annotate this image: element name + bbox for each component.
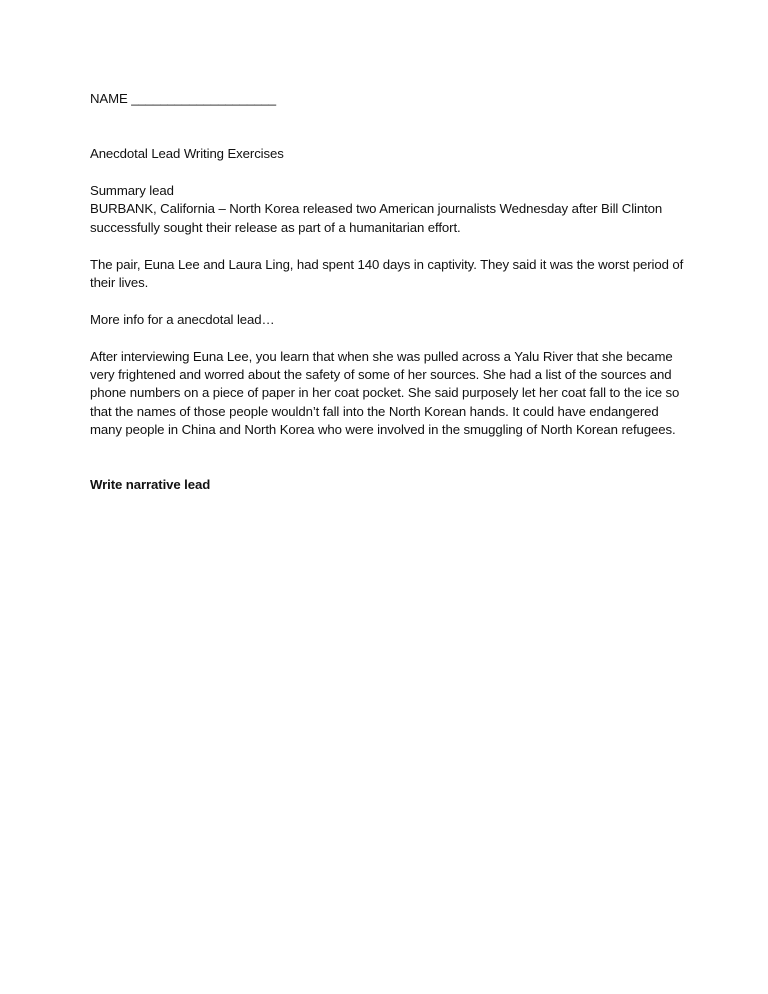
- name-field-label: NAME ____________________: [90, 91, 276, 106]
- interview-paragraph: After interviewing Euna Lee, you learn that when she was pulled across a Yalu River that she became very frightened and worred about the safety of some of her sources. She had a list of the sources and phone numbers on a piece of paper in her coat pocket. She said purposely let her coat fall to the ice so that the names of those people wouldn’t fall into the North Korean hands. It could have endangered many people in China and North Korea who were involved in the smuggling of North Korean refugees.: [90, 348, 680, 438]
- write-prompt: Write narrative lead: [90, 477, 211, 493]
- more-info-line: More info for a anecdotal lead…: [90, 311, 275, 327]
- pair-paragraph: The pair, Euna Lee and Laura Ling, had spent 140 days in captivity. They said it was the worst period of their lives.: [90, 256, 684, 291]
- document-body: [90, 90, 690, 495]
- document-title: Anecdotal Lead Writing Exercises: [90, 146, 284, 162]
- summary-paragraph: BURBANK, California – North Korea released two American journalists Wednesday after Bill Clinton successfully sought their release as part of a humanitarian effort.: [90, 201, 663, 235]
- summary-heading: Summary lead: [90, 183, 174, 198]
